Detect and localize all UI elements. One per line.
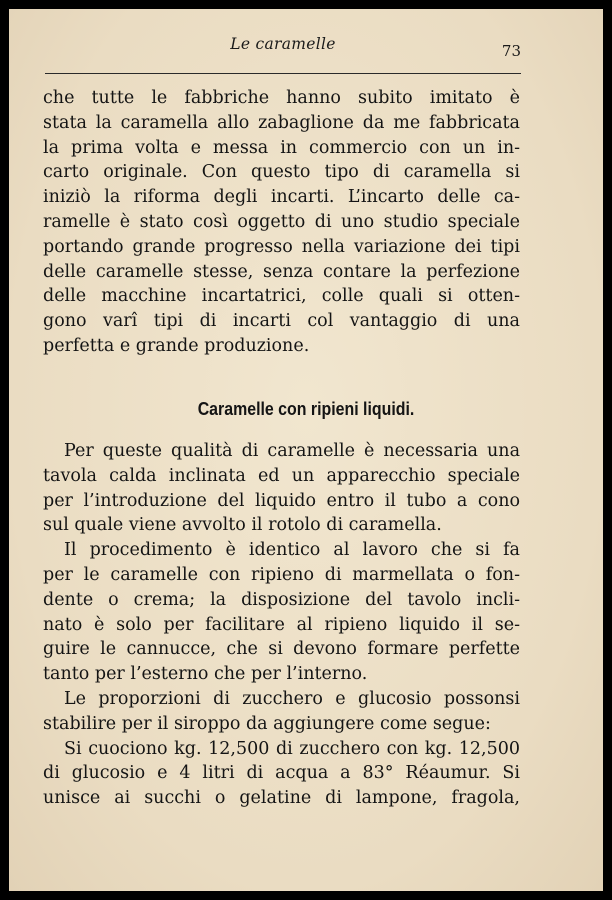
text-line: ramelle è stato così oggetto di uno studio speciale: [43, 212, 520, 232]
text-line: sul quale viene avvolto il rotolo di caramella.: [43, 515, 442, 536]
text-line: la prima volta e messa in commercio con un in-: [43, 137, 520, 158]
page-header: [45, 35, 521, 74]
text-line: iniziò la riforma degli incarti. L’incarto delle ca-: [43, 187, 520, 208]
text-line: guire le cannucce, che si devono formare perfette: [43, 639, 520, 660]
text-line: per l’introduzione del liquido entro il tubo a cono: [43, 490, 520, 511]
text-line: gono varî tipi di incarti col vantaggio di una: [43, 311, 520, 332]
text-line: delle caramelle stesse, senza contare la perfezione: [43, 261, 520, 282]
book-page: [9, 9, 603, 891]
text-line: stata la caramella allo zabaglione da me fabbricata: [43, 112, 520, 133]
text-line: stabilire per il siroppo da aggiungere come segue:: [43, 713, 491, 734]
text-line: Per queste qualità di caramelle è necessaria una: [64, 441, 520, 461]
text-line: portando grande progresso nella variazione dei tipi: [43, 236, 520, 257]
text-line: tavola calda inclinata ed un apparecchio speciale: [43, 465, 520, 486]
text-line: Si cuociono kg. 12,500 di zucchero con kg. 12,500: [64, 738, 520, 759]
text-line: nato è solo per facilitare al ripieno liquido il se-: [43, 614, 520, 635]
text-line: per le caramelle con ripieno di marmellata o fon-: [43, 565, 520, 585]
running-title: Le caramelle: [230, 35, 336, 53]
text-line: tanto per l’esterno che per l’interno.: [43, 664, 368, 685]
text-line: dente o crema; la disposizione del tavolo incli-: [43, 589, 520, 610]
text-line: delle macchine incartatrici, colle quali si otten-: [43, 286, 520, 307]
page-number: 73: [501, 42, 521, 60]
text-line: carto originale. Con questo tipo di caramella si: [43, 162, 520, 183]
text-line: Le proporzioni di zucchero e glucosio possonsi: [64, 689, 520, 709]
text-line: unisce ai succhi o gelatine di lampone, fragola,: [43, 788, 520, 809]
text-line: che tutte le fabbriche hanno subito imitato è: [43, 88, 520, 108]
text-line: Il procedimento è identico al lavoro che si fa: [64, 540, 520, 561]
text-line: perfetta e grande produzione.: [43, 336, 310, 356]
text-line: di glucosio e 4 litri di acqua a 83° Réaumur. Si: [43, 763, 520, 784]
section-heading: Caramelle con ripieni liquidi.: [197, 398, 415, 419]
